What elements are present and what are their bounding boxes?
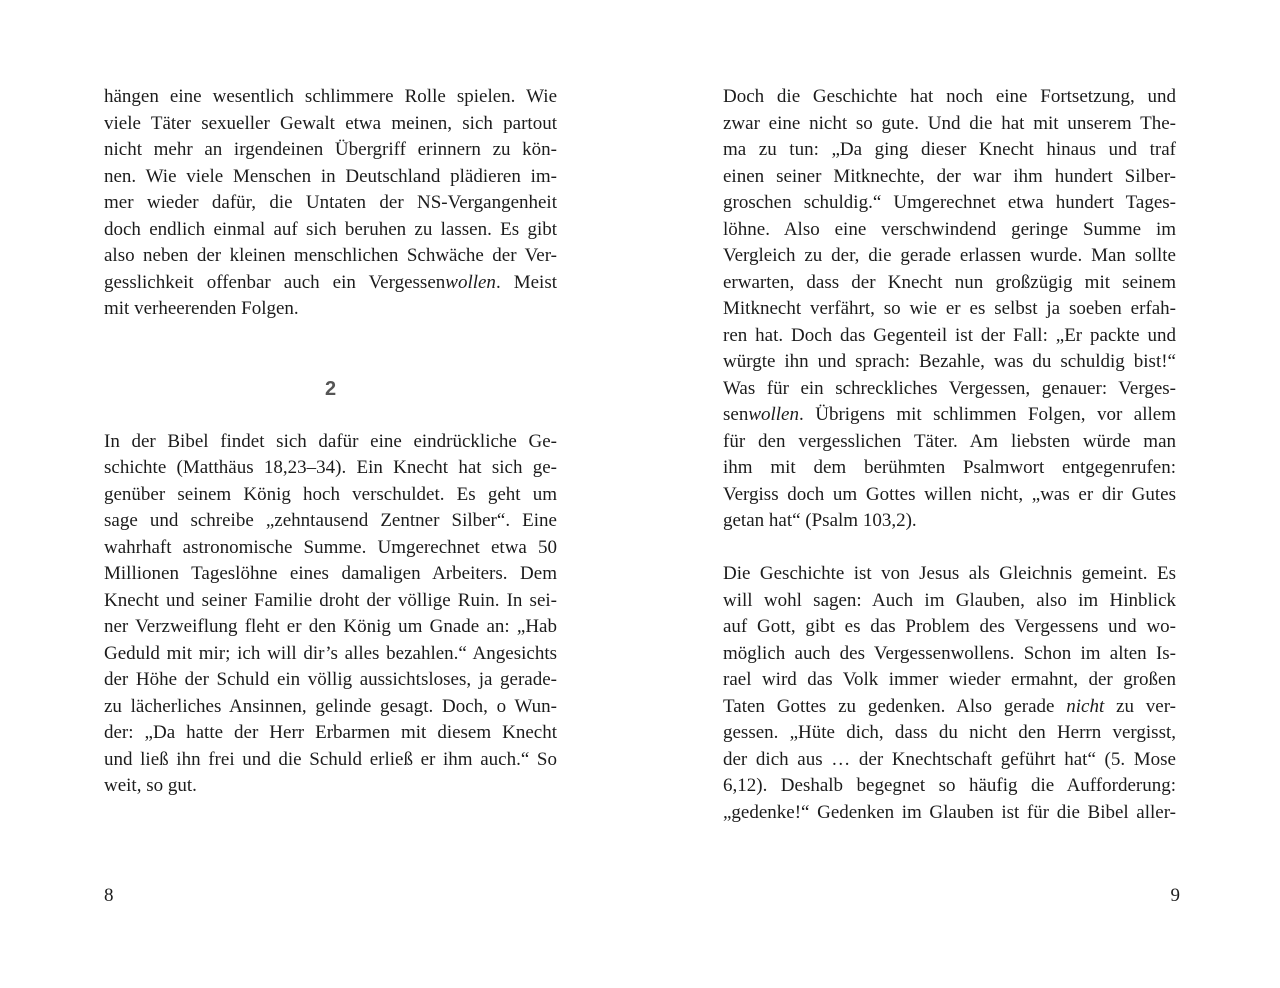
text-line: hängen eine wesentlich schlimmere Rolle spielen. Wie	[104, 86, 557, 107]
text-run: zu ver-	[1104, 695, 1176, 717]
text-line: will wohl sagen: Auch im Glauben, also im Hinblick	[723, 589, 1176, 611]
text-line: doch endlich einmal auf sich beruhen zu lassen. Es gibt	[104, 218, 557, 240]
text-line: genüber seinem König hoch verschuldet. Es geht um	[104, 483, 557, 505]
right-paragraph-2	[723, 561, 1176, 826]
text-line: Knecht und seiner Familie droht der völlige Ruin. In sei-	[104, 589, 557, 611]
left-paragraph-2	[104, 429, 557, 800]
text-line: auf Gott, gibt es das Problem des Vergessens und wo-	[723, 616, 1176, 637]
italic-emphasis: wollen	[748, 404, 799, 425]
text-line: Vergiss doch um Gottes willen nicht, „was er dir Gutes	[723, 483, 1176, 505]
text-run: sen	[723, 404, 749, 425]
page-number-left: 8	[104, 885, 114, 906]
text-line: löhne. Also eine verschwindend geringe Summe im	[723, 218, 1176, 240]
text-line: In der Bibel findet sich dafür eine eindrückliche Ge-	[104, 430, 557, 452]
text-line: Vergleich zu der, die gerade erlassen wurde. Man sollte	[723, 245, 1176, 266]
text-line: nen. Wie viele Menschen in Deutschland plädieren im-	[104, 165, 557, 187]
text-line: rael wird das Volk immer wieder ermahnt, der großen	[723, 669, 1176, 690]
text-run: Taten Gottes zu gedenken. Also gerade	[723, 695, 1067, 717]
text-line: ma zu tun: „Da ging dieser Knecht hinaus und traf	[723, 139, 1176, 160]
text-line: der: „Da hatte der Herr Erbarmen mit diesem Knecht	[104, 722, 557, 743]
text-line: getan hat“ (Psalm 103,2).	[723, 510, 917, 531]
italic-emphasis: wollen	[445, 271, 496, 293]
text-line: der Höhe der Schuld ein völlig aussichtsloses, ja gerade-	[104, 669, 557, 690]
text-line	[723, 402, 1176, 429]
text-line: nicht mehr an irgendeinen Übergriff erinnern zu kön-	[104, 139, 557, 160]
text-run: gesslichkeit offenbar auch ein Vergessen	[104, 271, 446, 293]
text-line: der dich aus … der Knechtschaft geführt hat“ (5. Mose	[723, 748, 1176, 770]
left-paragraph-1	[104, 84, 557, 323]
text-line: würgte ihn und sprach: Bezahle, was du schuldig bist!“	[723, 351, 1176, 372]
text-line: zwar eine nicht so gute. Und die hat mit unserem The-	[723, 112, 1176, 134]
text-line: ren hat. Doch das Gegenteil ist der Fall: „Er packte und	[723, 324, 1176, 346]
text-line: Mitknecht verfährt, so wie er es selbst ja soeben erfah-	[723, 298, 1176, 319]
text-line: erwarten, dass der Knecht nun großzügig mit seinem	[723, 271, 1176, 293]
text-line: 6,12). Deshalb begegnet so häufig die Aufforderung:	[723, 775, 1176, 796]
page-number-right: 9	[1170, 885, 1180, 906]
text-line: sage und schreibe „zehntausend Zentner Silber“. Eine	[104, 510, 557, 531]
text-line: „gedenke!“ Gedenken im Glauben ist für die Bibel aller-	[723, 801, 1176, 823]
text-line: groschen schuldig.“ Umgerechnet etwa hundert Tages-	[723, 192, 1176, 213]
text-line: einen seiner Mitknechte, der war ihm hundert Silber-	[723, 165, 1176, 187]
text-line: Die Geschichte ist von Jesus als Gleichnis gemeint. Es	[723, 563, 1176, 584]
paragraph-gap	[723, 535, 1176, 562]
text-run: . Meist	[495, 271, 557, 293]
text-line: für den vergesslichen Täter. Am liebsten würde man	[723, 430, 1176, 452]
left-page-text	[104, 84, 557, 800]
right-paragraph-1	[723, 84, 1176, 535]
right-page-text	[723, 84, 1176, 826]
text-line: möglich auch des Vergessenwollens. Schon im alten Is-	[723, 642, 1176, 664]
text-line: und ließ ihn frei und die Schuld erließ er ihm auch.“ So	[104, 748, 557, 770]
text-line: ner Verzweiflung fleht er den König um Gnade an: „Hab	[104, 616, 557, 637]
paragraph-gap	[104, 323, 557, 350]
text-line: ihm mit dem berühmten Psalmwort entgegenrufen:	[723, 457, 1176, 478]
text-line: weit, so gut.	[104, 775, 197, 796]
text-line: also neben der kleinen menschlichen Schwäche der Ver-	[104, 245, 557, 266]
text-line: gessen. „Hüte dich, dass du nicht den Herrn vergisst,	[723, 722, 1176, 743]
text-line: Geduld mit mir; ich will dir’s alles bezahlen.“ Angesichts	[104, 642, 557, 664]
text-line: viele Täter sexueller Gewalt etwa meinen, sich partout	[104, 112, 557, 134]
text-line: Millionen Tageslöhne eines damaligen Arbeiters. Dem	[104, 563, 557, 584]
text-run: . Übrigens mit schlimmen Folgen, vor allem	[799, 404, 1176, 425]
text-line	[723, 694, 1176, 721]
text-line: wahrhaft astronomische Summe. Umgerechnet etwa 50	[104, 536, 557, 558]
italic-emphasis: nicht	[1066, 695, 1105, 717]
right-page	[640, 0, 1280, 988]
text-line: schichte (Matthäus 18,23–34). Ein Knecht hat sich ge-	[104, 457, 557, 478]
text-line: Doch die Geschichte hat noch eine Fortsetzung, und	[723, 86, 1176, 107]
section-number: 2	[324, 377, 337, 400]
text-line	[104, 270, 557, 297]
text-line: Was für ein schreckliches Vergessen, genauer: Verges-	[723, 377, 1176, 399]
text-line: mit verheerenden Folgen.	[104, 298, 299, 319]
text-line: zu lächerliches Ansinnen, gelinde gesagt. Doch, o Wun-	[104, 695, 557, 717]
text-line: mer wieder dafür, die Untaten der NS-Vergangenheit	[104, 192, 557, 213]
